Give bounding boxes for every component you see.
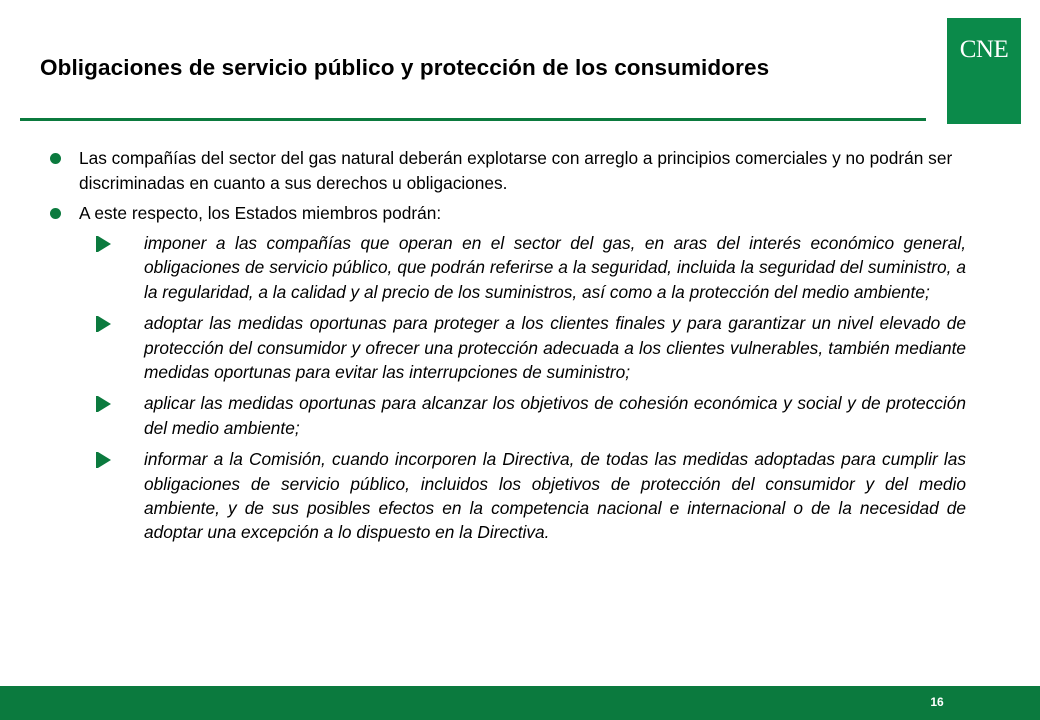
- sub-bullet-text: imponer a las compañías que operan en el sector del gas, en aras del interés económico general, obligaciones de servicio público, que podrán referirse a la seguridad, incluida la seguridad del suministro, a la regularidad, a la calidad y al precio de los suministros, así como a la protección del medio ambiente;: [144, 233, 966, 302]
- sub-bullet-item: [144, 311, 966, 384]
- right-arrow-icon: [98, 396, 111, 412]
- sub-bullet-text: aplicar las medidas oportunas para alcanzar los objetivos de cohesión económica y social y de protección del medio ambiente;: [144, 393, 966, 438]
- page-number: 16: [930, 695, 944, 709]
- sub-bullet-item: [144, 231, 966, 304]
- title-divider: [20, 118, 926, 121]
- right-arrow-icon: [98, 316, 111, 332]
- slide-body: [0, 146, 1040, 552]
- footer-bar: [0, 686, 1040, 720]
- right-arrow-icon: [98, 452, 111, 468]
- cne-logo: CNE: [947, 18, 1021, 124]
- bullet-item: [79, 146, 967, 196]
- sub-bullet-text: informar a la Comisión, cuando incorporen la Directiva, de todas las medidas adoptadas para cumplir las obligaciones de servicio público, incluidos los objetivos de protección del consumidor y del medio ambiente, y de sus posibles efectos en la competencia nacional e internacional o de la necesidad de adoptar una excepción a lo dispuesto en la Directiva.: [144, 449, 966, 543]
- sub-bullet-text: adoptar las medidas oportunas para proteger a los clientes finales y para garantizar un nivel elevado de protección del consumidor y ofrecer una protección adecuada a los clientes vulnerables, también mediante medidas oportunas para evitar las interrupciones de suministro;: [144, 313, 966, 383]
- sub-bullet-item: [144, 391, 966, 440]
- slide-title: Obligaciones de servicio público y protección de los consumidores: [40, 55, 770, 80]
- bullet-text: A este respecto, los Estados miembros podrán:: [79, 203, 442, 223]
- round-bullet-icon: [50, 208, 61, 219]
- sub-bullet-item: [144, 447, 966, 545]
- bullet-text: Las compañías del sector del gas natural deberán explotarse con arreglo a principios comerciales y no podrán ser discriminadas en cuanto a sus derechos u obligaciones.: [79, 148, 953, 193]
- bullet-item: [79, 201, 967, 226]
- right-arrow-icon: [98, 236, 111, 252]
- round-bullet-icon: [50, 153, 61, 164]
